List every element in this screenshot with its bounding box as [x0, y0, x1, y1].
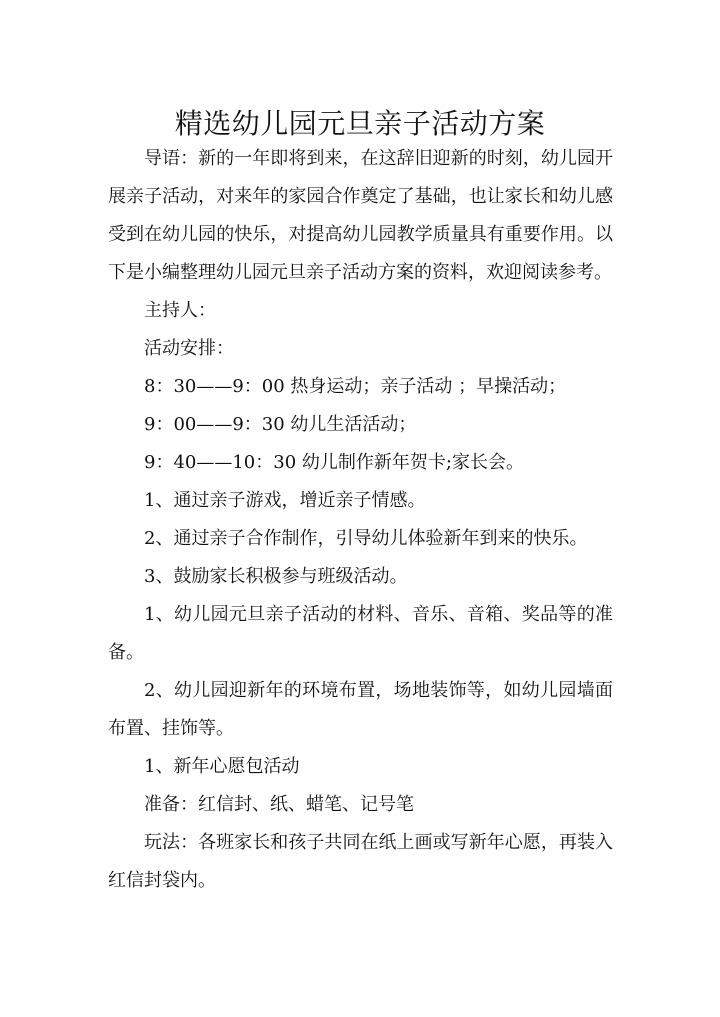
paragraph-activity-play: 玩法：各班家长和孩子共同在纸上画或写新年心愿，再装入红信封袋内。: [108, 832, 613, 891]
paragraph-activity-1: 1、新年心愿包活动: [144, 756, 300, 777]
paragraph-goal-1: 1、通过亲子游戏，增近亲子情感。: [144, 490, 426, 511]
paragraph-host: 主持人：: [144, 300, 216, 321]
paragraph-schedule-item-2: 9：00——9：30 幼儿生活活动；: [144, 414, 417, 435]
paragraph-schedule-item-3: 9：40——10：30 幼儿制作新年贺卡;家长会。: [144, 452, 524, 473]
document-body: [108, 140, 613, 900]
paragraph-goal-3: 3、鼓励家长积极参与班级活动。: [144, 566, 408, 587]
document-title: 精选幼儿园元旦亲子活动方案: [174, 106, 546, 140]
paragraph-goal-2: 2、通过亲子合作制作，引导幼儿体验新年到来的快乐。: [144, 528, 588, 549]
paragraph-preparation-2: 2、幼儿园迎新年的环境布置，场地装饰等，如幼儿园墙面布置、挂饰等。: [108, 680, 613, 739]
paragraph-preparation-1: 1、幼儿园元旦亲子活动的材料、音乐、音箱、奖品等的准备。: [108, 604, 613, 663]
paragraph-activity-materials: 准备：红信封、纸、蜡笔、记号笔: [144, 794, 414, 815]
paragraph-schedule-heading: 活动安排：: [144, 338, 234, 359]
paragraph-schedule-item-1: 8：30——9：00 热身运动；亲子活动 ；早操活动；: [144, 376, 567, 397]
paragraph-intro: 导语：新的一年即将到来，在这辞旧迎新的时刻，幼儿园开展亲子活动，对来年的家园合作奠定了基础，也让家长和幼儿感受到在幼儿园的快乐，对提高幼儿园教学质量具有重要作用。以下是小编整理幼儿园元旦亲子活动方案的资料，欢迎阅读参考。: [108, 148, 613, 283]
